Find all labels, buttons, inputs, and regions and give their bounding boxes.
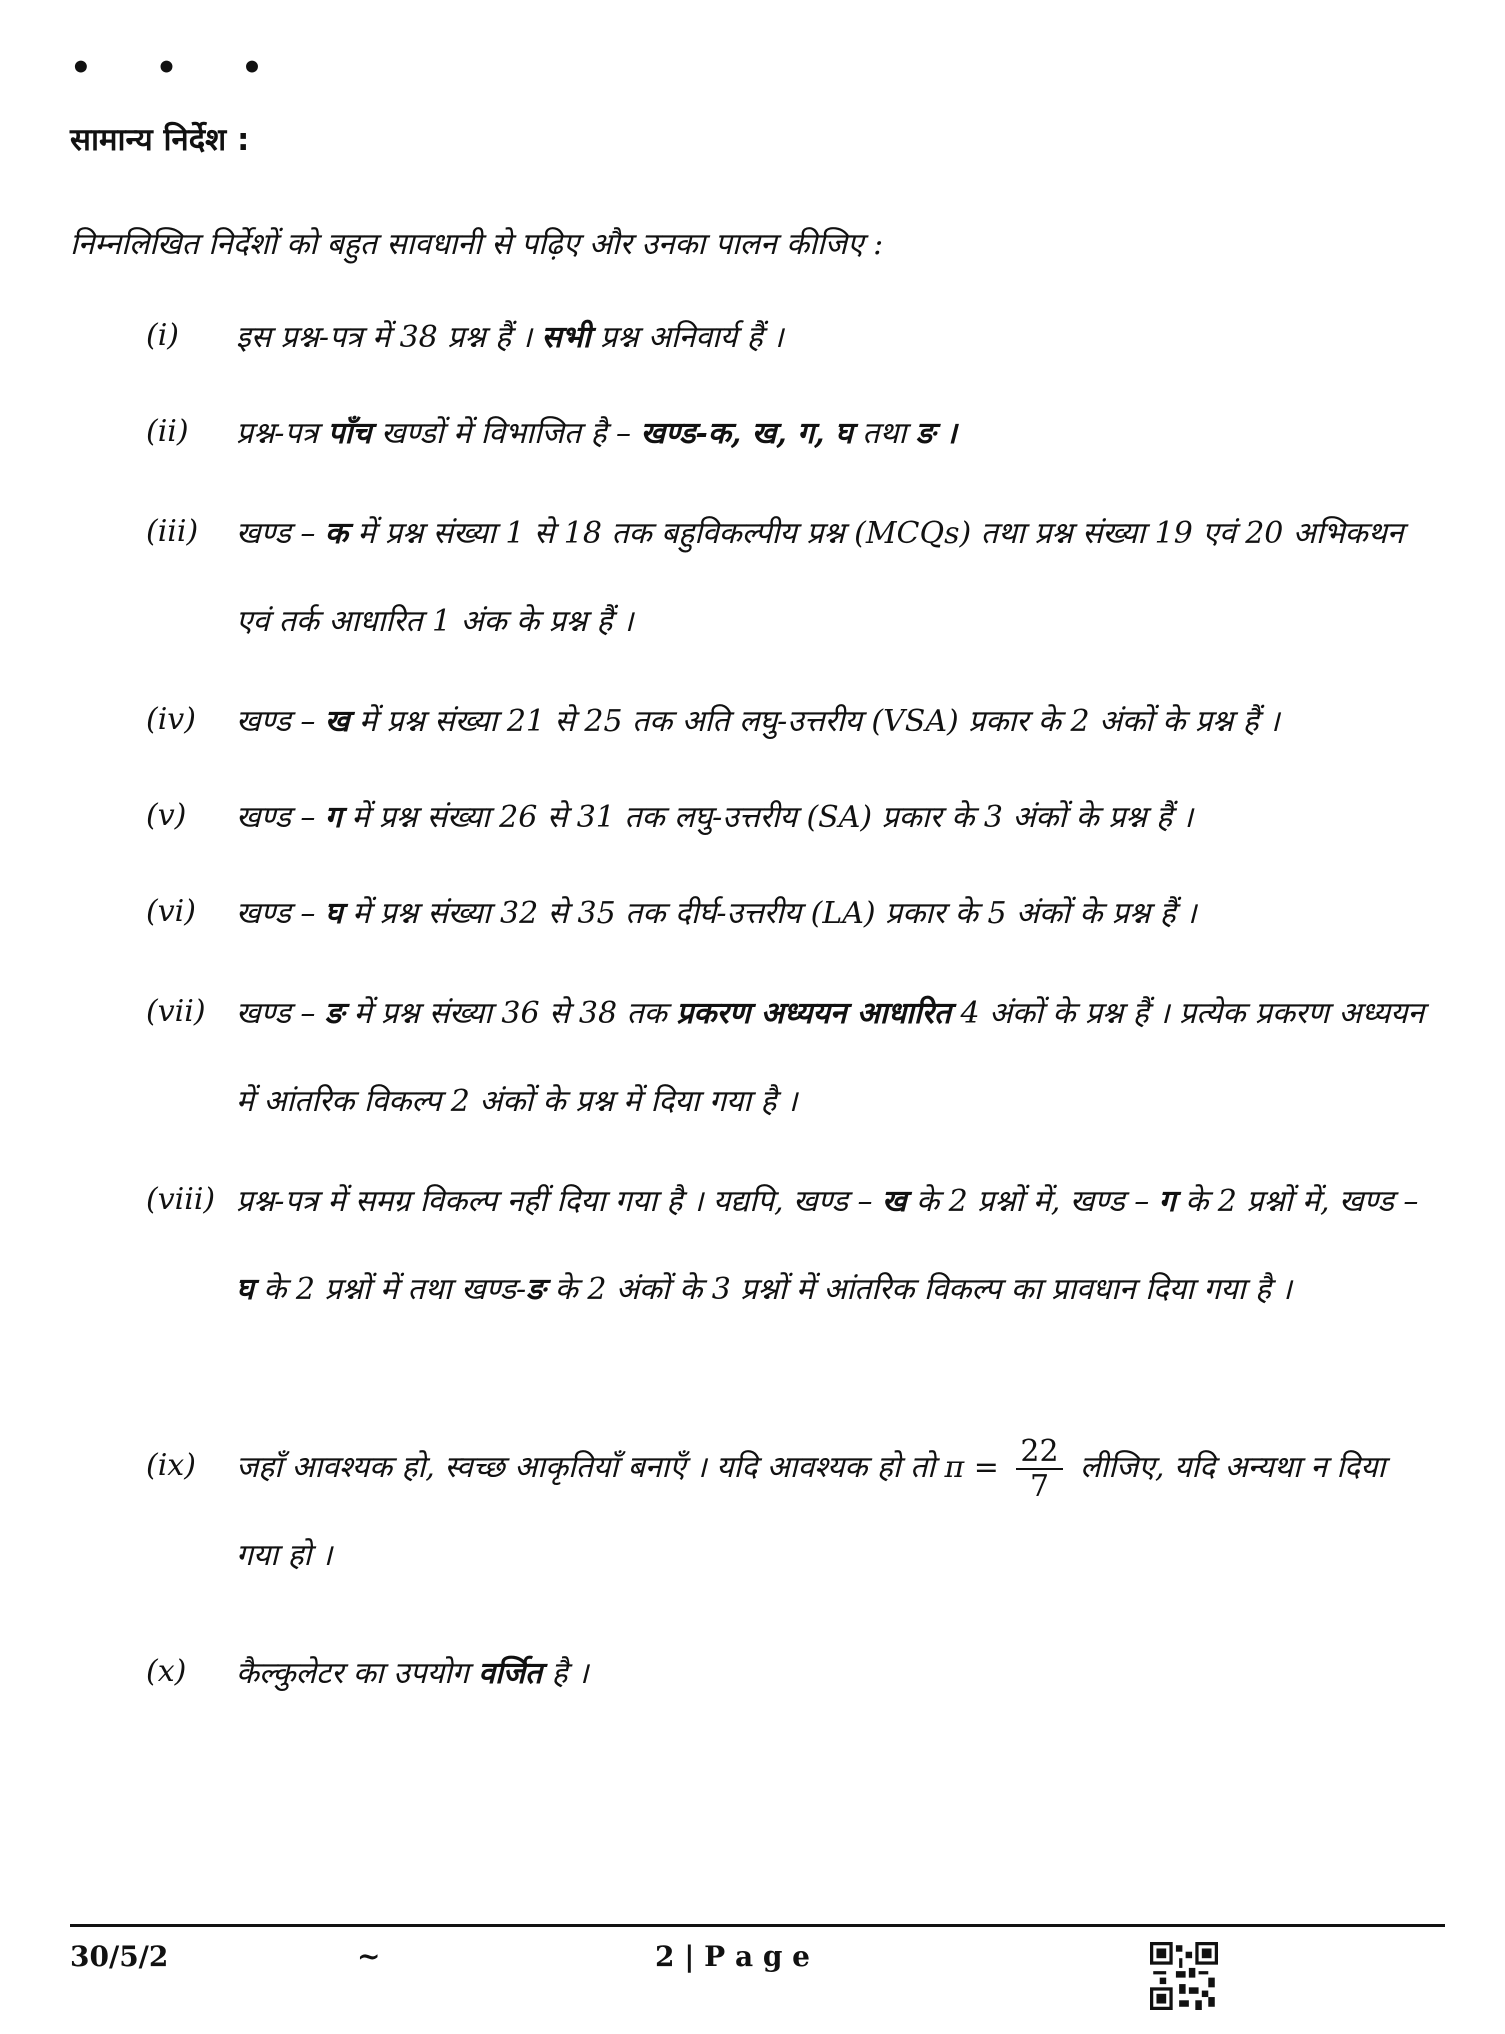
- item-number: (ii): [146, 414, 189, 449]
- item-text: जहाँ आवश्यक हो, स्वच्छ आकृतियाँ बनाएँ । यदि आवश्यक हो तो π = $\frac{22}{7}$ लीजिए, यदि अन्यथा न दिया गया हो ।: [236, 1434, 1386, 1573]
- instructions-intro: निम्नलिखित निर्देशों को बहुत सावधानी से पढ़िए और उनका पालन कीजिए :: [70, 227, 884, 262]
- general-instructions-heading: सामान्य निर्देश :: [70, 122, 250, 158]
- paper-code: 30/5/2: [70, 1940, 169, 1973]
- pi-fraction: $\frac{22}{7}$: [1016, 1435, 1062, 1503]
- item-text: इस प्रश्न-पत्र में 38 प्रश्न हैं । सभी प्रश्न अनिवार्य हैं ।: [236, 320, 784, 355]
- item-text: प्रश्न-पत्र पाँच खण्डों में विभाजित है – खण्ड-क, ख, ग, घ तथा ङ ।: [236, 416, 957, 451]
- item-text: खण्ड – घ में प्रश्न संख्या 32 से 35 तक दीर्घ-उत्तरीय (LA) प्रकार के 5 अंकों के प्रश्न हैं ।: [236, 896, 1197, 931]
- item-number: (ix): [146, 1448, 196, 1483]
- page-number: 2 | P a g e: [655, 1940, 810, 1973]
- footer-tilde: ~: [357, 1940, 381, 1973]
- qr-code-icon: [1150, 1942, 1218, 2010]
- item-number: (viii): [146, 1182, 216, 1217]
- item-text: प्रश्न-पत्र में समग्र विकल्प नहीं दिया गया है । यद्यपि, खण्ड – ख के 2 प्रश्नों में, खण्ड – ग के 2 प्रश्नों में, खण्ड – घ के 2 प्रश्नों में तथा खण्ड-ङ के 2 अंकों के 3 प्रश्नों में आंतरिक विकल्प का प्रावधान दिया गया है ।: [236, 1184, 1419, 1307]
- item-text: खण्ड – ङ में प्रश्न संख्या 36 से 38 तक प्रकरण अध्ययन आधारित 4 अंकों के प्रश्न हैं । प्रत्येक प्रकरण अध्ययन में आंतरिक विकल्प 2 अंकों के प्रश्न में दिया गया है ।: [236, 996, 1425, 1119]
- item-text: कैल्कुलेटर का उपयोग वर्जित है ।: [236, 1656, 589, 1691]
- item-number: (iii): [146, 514, 199, 549]
- item-number: (i): [146, 318, 180, 353]
- item-number: (v): [146, 798, 187, 833]
- footer-divider: [70, 1924, 1445, 1927]
- item-number: (vi): [146, 894, 196, 929]
- item-text: खण्ड – क में प्रश्न संख्या 1 से 18 तक बहुविकल्पीय प्रश्न (MCQs) तथा प्रश्न संख्या 19 एवं 20 अभिकथन एवं तर्क आधारित 1 अंक के प्रश्न हैं ।: [236, 516, 1404, 639]
- item-text: खण्ड – ग में प्रश्न संख्या 26 से 31 तक लघु-उत्तरीय (SA) प्रकार के 3 अंकों के प्रश्न हैं ।: [236, 800, 1193, 835]
- item-text: खण्ड – ख में प्रश्न संख्या 21 से 25 तक अति लघु-उत्तरीय (VSA) प्रकार के 2 अंकों के प्रश्न हैं ।: [236, 704, 1280, 739]
- item-number: (vii): [146, 994, 206, 1029]
- bullet-dots: • • •: [70, 48, 289, 88]
- item-number: (x): [146, 1654, 187, 1689]
- item-number: (iv): [146, 702, 196, 737]
